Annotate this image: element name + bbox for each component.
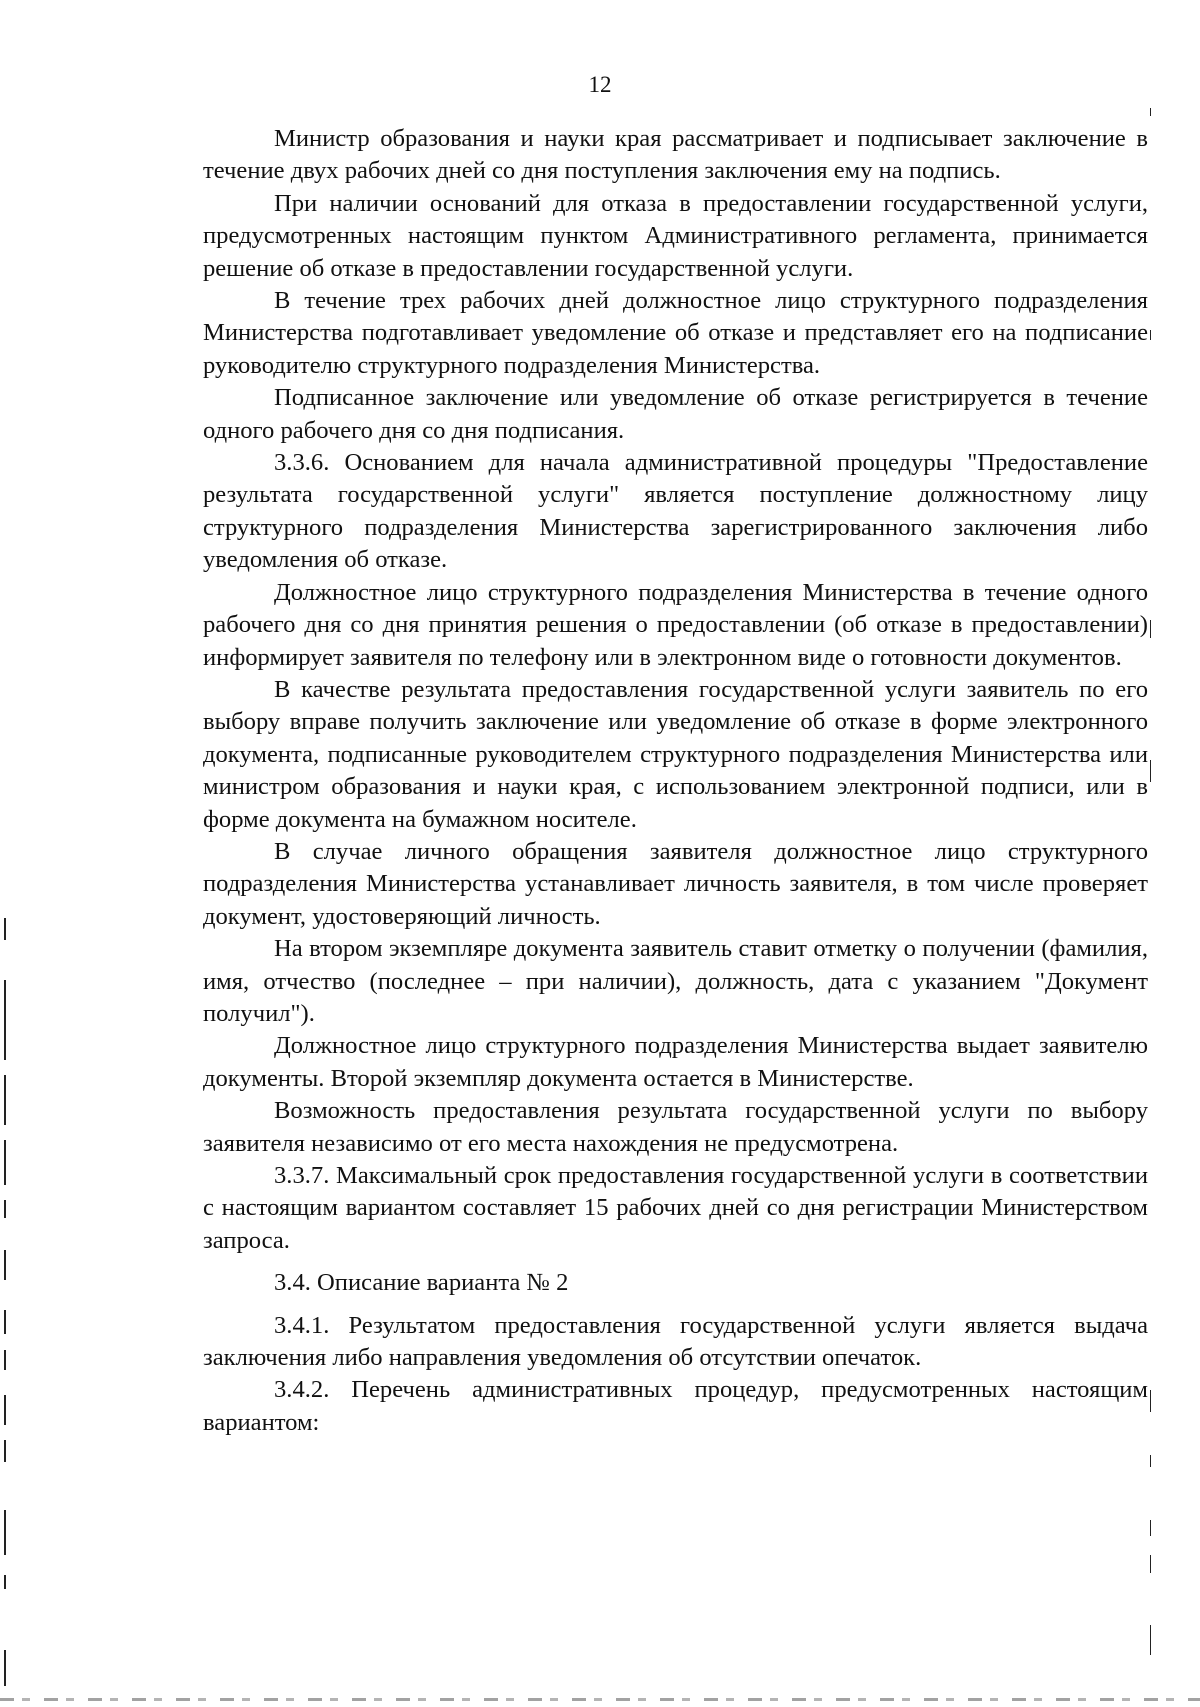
scan-artifact-mark	[1150, 330, 1151, 340]
scan-artifact-mark	[1150, 108, 1151, 116]
scan-artifact-mark	[4, 980, 6, 1060]
scan-artifact-mark	[1150, 760, 1151, 782]
scan-artifact-mark	[4, 1510, 6, 1555]
paragraph-3-4-1: 3.4.1. Результатом предоставления государственной услуги является выдача заключения либо направления уведомления об отсутствии опечаток.	[203, 1311, 1148, 1372]
scan-artifact-mark	[4, 1200, 6, 1218]
scan-artifact-mark	[1150, 620, 1151, 638]
scan-artifact-mark	[1150, 1390, 1151, 1412]
paragraph-registration: Подписанное заключение или уведомление об отказе регистрируется в течение одного рабочего дня со дня подписания.	[203, 384, 1148, 444]
scan-artifact-mark	[4, 1075, 6, 1125]
paragraph-result-form: В качестве результата предоставления государственной услуги заявитель по его выбору вправе получить заключение или уведомление об отказе в форме электронного документа, подписанные руководителем структурного подразделения Министерства или министром образования и науки края, с использованием электронной подписи, или в форме документа на бумажном носителе.	[203, 675, 1148, 833]
paragraph-receipt-mark: На втором экземпляре документа заявитель ставит отметку о получении (фамилия, имя, отчество (последнее – при наличии), должность, дата с указанием "Документ получил").	[203, 935, 1148, 1027]
paragraph-3-4-2: 3.4.2. Перечень административных процедур, предусмотренных настоящим вариантом:	[203, 1376, 1148, 1436]
paragraph-refusal-notice-preparation: В течение трех рабочих дней должностное лицо структурного подразделения Министерства подготавливает уведомление об отказе и представляет его на подписание руководителю структурного подразделения Министерства.	[203, 287, 1148, 379]
paragraph-3-3-7: 3.3.7. Максимальный срок предоставления государственной услуги в соответствии с настоящим вариантом составляет 15 рабочих дней со дня регистрации Министерством запроса.	[203, 1162, 1148, 1254]
paragraph-3-3-6: 3.3.6. Основанием для начала административной процедуры "Предоставление результата государственной услуги" является поступление должностному лицу структурного подразделения Министерства зарегистрированного заключения либо уведомления об отказе.	[203, 449, 1148, 574]
paragraph-identity-check: В случае личного обращения заявителя должностное лицо структурного подразделения Министерства устанавливает личность заявителя, в том числе проверяет документ, удостоверяющий личность.	[203, 837, 1148, 930]
scan-artifact-mark	[4, 1140, 6, 1185]
scan-artifact-mark	[4, 1395, 6, 1425]
scan-artifact-mark	[4, 918, 6, 940]
scan-artifact-mark	[1150, 1520, 1151, 1536]
document-body	[203, 123, 1148, 1439]
scan-artifact-bottom-edge	[0, 1698, 1200, 1701]
scan-artifact-mark	[4, 1440, 6, 1462]
scan-artifact-mark	[1150, 1555, 1151, 1573]
scan-artifact-mark	[4, 1250, 6, 1280]
scan-artifact-mark	[4, 1650, 6, 1686]
paragraph-applicant-informing: Должностное лицо структурного подразделения Министерства в течение одного рабочего дня со дня принятия решения о предоставлении (об отказе в предоставлении) информирует заявителя по телефону или в электронном виде о готовности документов.	[203, 578, 1148, 671]
scan-artifact-mark	[1150, 1625, 1151, 1655]
scan-artifact-mark	[4, 1350, 6, 1370]
paragraph-minister-review: Министр образования и науки края рассматривает и подписывает заключение в течение двух рабочих дней со дня поступления заключения ему на подпись.	[203, 125, 1148, 185]
scan-artifact-mark	[1150, 1455, 1151, 1467]
paragraph-refusal-grounds: При наличии оснований для отказа в предоставлении государственной услуги, предусмотренных настоящим пунктом Административного регламента, принимается решение об отказе в предоставлении государственной услуги.	[203, 189, 1148, 282]
paragraph-extraterritorial: Возможность предоставления результата государственной услуги по выбору заявителя независимо от его места нахождения не предусмотрена.	[203, 1097, 1148, 1157]
scan-artifact-mark	[4, 1575, 6, 1589]
scan-artifact-mark	[4, 1310, 6, 1334]
page-number: 12	[588, 72, 612, 97]
section-heading-3-4: 3.4. Описание варианта № 2	[274, 1269, 569, 1297]
paragraph-documents-issue: Должностное лицо структурного подразделения Министерства выдает заявителю документы. Второй экземпляр документа остается в Министерстве.	[203, 1032, 1148, 1092]
